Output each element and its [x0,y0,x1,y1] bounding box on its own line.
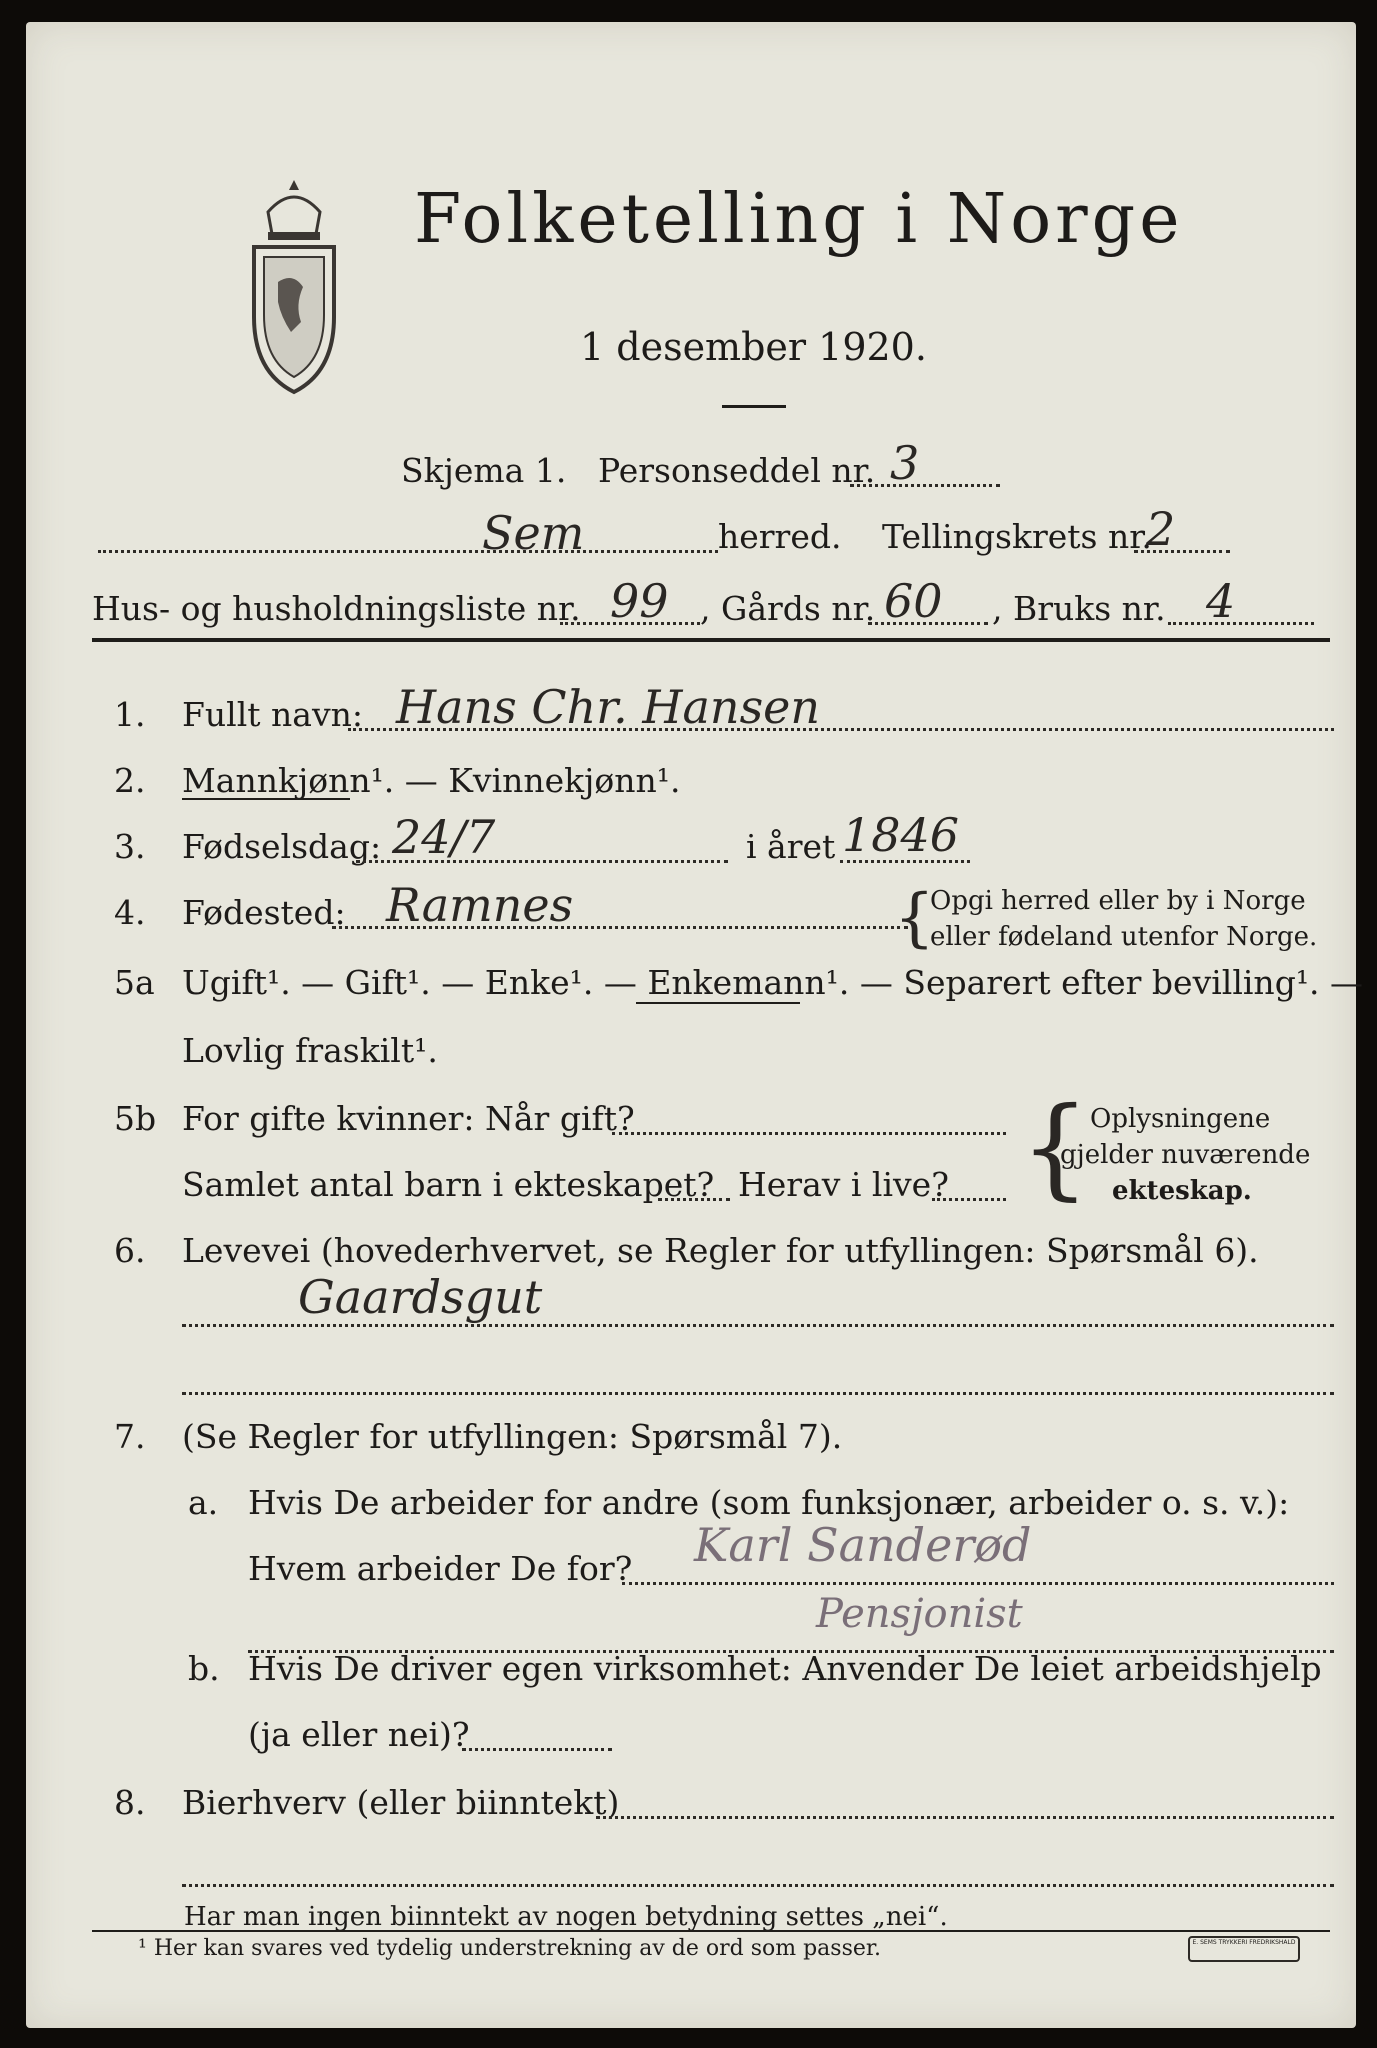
q2-underline [182,798,350,800]
q8-number: 8. [114,1783,146,1822]
census-form [26,22,1364,2028]
form-date: 1 desember 1920. [580,325,927,369]
herred-value: Sem [482,506,585,560]
q7a-line2: Hvem arbeider De for? [248,1549,633,1588]
q7b-line [462,1748,612,1751]
q7b-line1: Hvis De driver egen virksomhet: Anvender De leiet arbeidshjelp [248,1649,1322,1688]
q8-line2 [182,1884,1334,1887]
q6-number: 6. [114,1231,146,1270]
footer-divider [92,1930,1330,1932]
q5b-brace: { [1020,1083,1090,1211]
q6-line1 [182,1324,1334,1327]
gards-value: 60 [884,574,943,628]
personseddel-label: Personseddel nr. [598,451,876,490]
q1-label: Fullt navn: [182,695,363,734]
title-divider [722,405,786,408]
q4-note-line2: eller fødeland utenfor Norge. [930,922,1318,952]
q5b-alive-line [932,1198,1006,1201]
q7b-line2: (ja eller nei)? [248,1715,470,1754]
q7a-line [622,1582,1334,1585]
q2-label: Mannkjønn¹. — Kvinnekjønn¹. [182,761,681,800]
q5b-line2b: Herav i live? [738,1165,949,1204]
bruks-value: 4 [1206,574,1236,628]
q7-label: (Se Regler for utfyllingen: Spørsmål 7). [182,1417,843,1456]
husliste-value: 99 [610,574,669,628]
q3-value: 24/7 [392,810,496,864]
q5b-line1: For gifte kvinner: Når gift? [182,1099,635,1138]
q6-line2 [182,1392,1334,1395]
q4-number: 4. [114,893,146,932]
q5b-line2a: Samlet antal barn i ekteskapet? [182,1165,715,1204]
q7b-letter: b. [188,1649,220,1688]
personseddel-value: 3 [890,436,920,490]
q3-number: 3. [114,827,146,866]
footer-note: Har man ingen biinntekt av nogen betydning settes „nei“. [184,1902,948,1932]
q5a-underline [636,1002,800,1004]
q5b-note-line1: Oplysningene [1090,1104,1271,1134]
herred-line [98,550,718,553]
q7a-value: Karl Sanderød [694,1518,1032,1572]
q5b-children-line [658,1198,730,1201]
coat-of-arms-icon [248,172,340,397]
q5a-number: 5a [114,963,155,1002]
q1-value: Hans Chr. Hansen [396,680,821,734]
printer-stamp-text: E. SEMS TRYKKERI FREDRIKSHALD [1192,1939,1296,1946]
q2-number: 2. [114,761,146,800]
q4-note-line1: Opgi herred eller by i Norge [930,886,1306,916]
q1-number: 1. [114,695,146,734]
q4-label: Fødested: [182,893,346,932]
tellingskrets-label: Tellingskrets nr. [882,517,1152,556]
personseddel-line [850,484,1000,487]
q5b-when-line [612,1132,1006,1135]
tellingskrets-value: 2 [1146,502,1176,556]
printer-stamp [1188,1936,1300,1962]
q6-value: Gaardsgut [298,1270,543,1324]
q3-year-value: 1846 [842,808,960,862]
bruks-line [1168,622,1314,625]
q4-value: Ramnes [386,878,574,932]
q3-year-label: i året [746,827,836,866]
gards-label: , Gårds nr. [700,589,876,628]
form-title: Folketelling i Norge [414,180,1184,259]
header-divider [92,638,1330,642]
q7a-line1: Hvis De arbeider for andre (som funksjonær, arbeider o. s. v.): [248,1483,1290,1522]
q5a-line1: Ugift¹. — Gift¹. — Enke¹. — Enkemann¹. — Separert efter bevilling¹. — [182,963,1364,1002]
q5b-note-line2: gjelder nuværende [1060,1140,1311,1170]
q7a-value2: Pensjonist [816,1591,1023,1637]
herred-label: herred. [718,517,842,556]
q4-brace: { [894,881,935,955]
q5b-note-line3: ekteskap. [1112,1176,1252,1206]
bruks-label: , Bruks nr. [992,589,1166,628]
footnote: ¹ Her kan svares ved tydelig understrekning av de ord som passer. [138,1936,881,1961]
q6-label: Levevei (hovederhvervet, se Regler for utfyllingen: Spørsmål 6). [182,1231,1259,1270]
q8-line1 [596,1816,1334,1819]
skjema-label: Skjema 1. [401,451,567,490]
q8-label: Bierhverv (eller biinntekt) [182,1783,620,1822]
husliste-label: Hus- og husholdningsliste nr. [92,589,581,628]
q3-label: Fødselsdag: [182,827,382,866]
q7a-letter: a. [188,1483,219,1522]
q7-number: 7. [114,1417,146,1456]
q5b-number: 5b [114,1099,157,1138]
q5a-line2: Lovlig fraskilt¹. [182,1031,438,1070]
